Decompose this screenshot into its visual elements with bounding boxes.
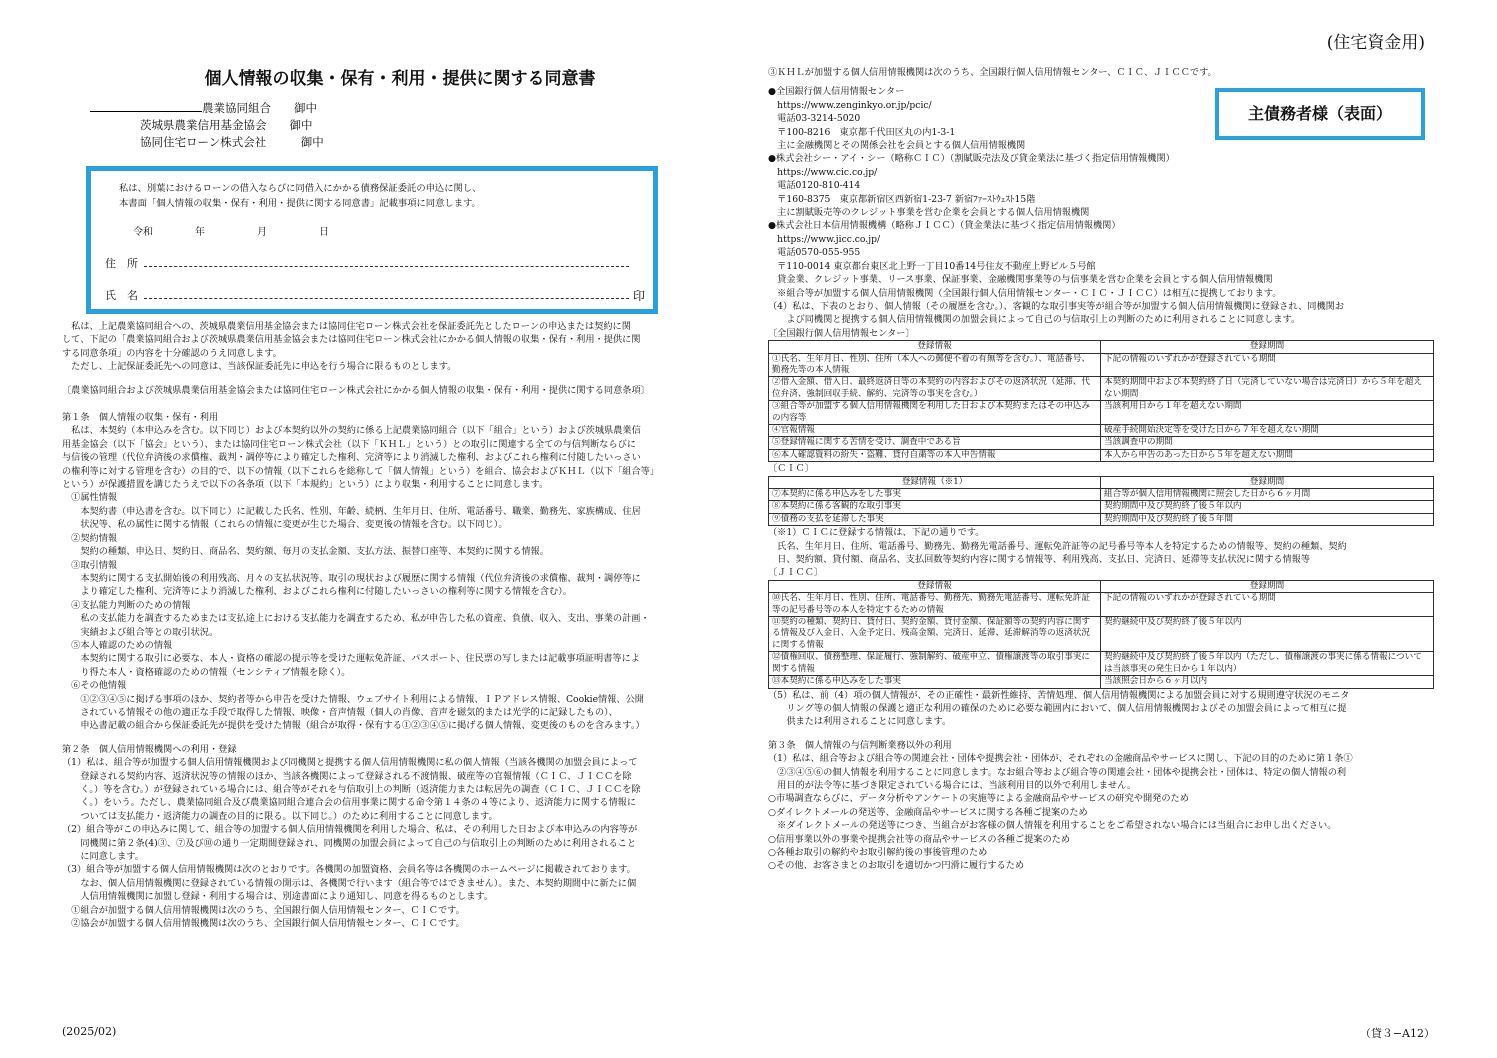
table-header: 登録情報（※1） (769, 476, 1101, 488)
right-column (768, 66, 1438, 873)
table-row: ⑧本契約に係る客観的な取引事実 契約期間中及び契約終了後５年以内 (769, 501, 1434, 513)
table-row: ⑨債務の支払を延滞した事実 契約期間中及び契約終了後５年間 (769, 513, 1434, 525)
address-line (144, 266, 629, 267)
addressee-block (90, 100, 324, 151)
table-header: 登録期間 (1101, 476, 1434, 488)
table-row: ⑩氏名、生年月日、性別、住所、電話番号、勤務先、勤務先電話番号、運転免許証等の記号番号等の本人を特定するための情報 下記の情報のいずれかが登録されている期間 (769, 593, 1434, 617)
khl-bureau-line: ③ＫＨＬが加盟する個人信用情報機関は次のうち、全国銀行個人信用情報センター、ＣＩＣ、ＪＩＣＣです。 (768, 67, 1217, 78)
footer-date: (2025/02) (62, 1025, 117, 1038)
article-3: 第３条 個人情報の与信判断業務以外の利用 （1）私は、組合等および組合等の関連会社・団体や提携会社・団体が、それぞれの金融商品やサービスに関し、下記の目的のために第１条① ②③④⑤⑥の個人情報を利用することに同意します。なお組合等および組合等の関連会社・団体や提携会社・団体は、特定の個人情報の利 用目的が法令等に基づき限定されている場合には、当該利用目的以外で利用しません。 ○市場調査ならびに、データ分析やアンケートの実施等による金融商品やサービスの研究や開発のため ○ダイレクトメールの発送等、金融商品やサービスに関する各種ご提案のため ※ダイレクトメールの発送等につき、当組合がお客様の個人情報を利用することをご希望されない場合には当組合にお申し出ください。 ○信用事業以外の事業や提携会社等の商品やサービスの各種ご提案のため ○各種お取引の解約やお取引解約後の事後管理のため ○その他、お客さまとのお取引を適切かつ円滑に履行するため (768, 739, 1353, 872)
consent-box (86, 166, 658, 314)
addressee-row: 協同住宅ローン株式会社 御中 (140, 135, 324, 149)
table-row: ⑫債権回収、債務整理、保証履行、強制解約、破産申立、債権譲渡等の取引事実に関する情報 契約継続中及び契約終了後５年以内（ただし、債権譲渡の事実に係る情報については当該事実の発生日から１年以内） (769, 652, 1434, 676)
registration-table-jicc (768, 580, 1434, 689)
page-title: 個人情報の収集・保有・利用・提供に関する同意書 (204, 69, 596, 89)
bureau-list: ●全国銀行個人信用情報センター https://www.zenginkyo.or.jp/pcic/ 電話03-3214-5020 〒100-8216 東京都千代田区丸の内1-3-1 主に金融機関とその関係会社を会員とする個人信用情報機関 ●株式会社シー・アイ・シー（略称ＣＩＣ）（割賦販売法及び貸金業法に基づく指定信用情報機関） https://www.cic.co.jp/ 電話0120-810-414 〒160-8375 東京都新宿区西新宿1-23-7 新宿ﾌｧｰｽﾄｳｪｽﾄ15階 主に割賦販売等のクレジット事業を営む企業を会員とする個人信用情報機関 ●株式会社日本信用情報機構（略称ＪＩＣＣ）（貸金業法に基づく指定信用情報機関） https://www.jicc.co.jp/ 電話0570-055-955 〒110-0014 東京都台東区北上野一丁目10番14号住友不動産上野ビル５号館 貸金業、クレジット事業、リース事業、保証事業、金融機関事業等の与信事業を営む企業を会員とする個人信用情報機関 ※組合等が加盟する個人信用情報機関（全国銀行個人信用情報センター・ＣＩＣ・ＪＩＣＣ）は相互に提携しております。 （4）私は、下表のとおり、個人情報（その履歴を含む。）、客観的な取引事実等が組合等が加盟する個人信用情報機関に登録され、同機関お よび同機関と提携する個人信用情報機関の加盟会員によって自己の与信取引上の判断のために利用されることに同意します。 (768, 86, 1345, 326)
name-line (144, 298, 629, 299)
table-row: ⑪契約の種類、契約日、貸付日、契約金額、貸付金額、保証額等の契約内容に関する情報及び入金日、入金予定日、残高金額、完済日、延滞、延滞解消等の返済状況に関する情報 契約継続中及び契約終了後５年以内 (769, 617, 1434, 652)
table-header: 登録期間 (1101, 580, 1434, 592)
table-header: 登録情報 (769, 580, 1101, 592)
table-label: 〔ＣＩＣ〕 (768, 463, 814, 475)
table-row: ②借入金額、借入日、最終返済日等の本契約の内容およびその返済状況（延滞、代位弁済、強制回収手続、解約、完済等の事実を含む。） 本契約期間中および本契約終了日（完済していない場合は完済日）から５年を超えない期間 (769, 377, 1434, 401)
usage-label: (住宅資金用) (1326, 33, 1425, 53)
article-2: 第２条 個人信用情報機関への利用・登録 （1）私は、組合等が加盟する個人信用情報機関および同機関と提携する個人信用情報機関に私の個人情報（当該各機関の加盟会員によって 登録される契約内容、返済状況等の情報のほか、当該各機関によって登録される不渡情報、破産等の官報情報（ＣＩＣ、ＪＩＣＣを除 く。）等を含む。）が登録されている場合には、組合等がそれを与信取引上の判断（返済能力または転居先の調査（ＣＩＣ、ＪＩＣＣを除 く。）をいう。ただし、農業協同組合及び農業協同組合連合会の信用事業に関する命令第１４条の４等により、返済能力に関する情報に ついては支払能力・返済能力の調査の目的に限る。以下同じ。）のために利用することに同意します。 （2）組合等がこの申込みに関して、組合等の加盟する個人信用情報機関を利用した場合、私は、その利用した日および本申込みの内容等が 同機関に第２条(4)③、⑦及び⑩の通り一定期間登録され、同機関の加盟会員によって自己の与信取引上の判断のために利用されること に同意します。 （3）組合等が加盟する個人信用情報機関は次のとおりです。各機関の加盟資格、会員名等は各機関のホームページに掲載されております。 なお、個人信用情報機関に登録されている情報の開示は、各機関で行います（組合等ではできません）。また、本契約期間中に新たに個 人信用情報機関に加盟し登録・利用する場合は、別途書面により通知し、同意を得るものとします。 ①組合が加盟する個人信用情報機関は次のうち、全国銀行個人信用情報センター、ＣＩＣです。 ②協会が加盟する個人信用情報機関は次のうち、全国銀行個人信用情報センター、ＣＩＣです。 (62, 743, 641, 930)
table-row: ⑦本契約に係る申込みをした事実 組合等が個人信用情報機関に照会した日から６ヶ月間 (769, 489, 1434, 501)
intro: 私は、上記農業協同組合への、茨城県農業信用基金協会または協同住宅ローン株式会社を保証委託先としたローンの申込または契約に関 して、下記の「農業協同組合および茨城県農業信用基金協会または協同住宅ローン株式会社にかかる個人情報の収集・保有・利用・提供に関 する同意条項」の内容を十分確認のうえ同意します。 ただし、上記保証委託先への同意は、当該保証委託先に申込を行う場合に限るものとします。 (62, 321, 641, 373)
consent-text: 私は、別葉におけるローンの借入ならびに同借入にかかる債務保証委託の申込に関し、 本書面「個人情報の収集・保有・利用・提供に関する同意書」記載事項に同意します。 (119, 183, 482, 209)
table-label: 〔全国銀行個人信用情報センター〕 (768, 327, 915, 339)
cic-note: （※1）ＣＩＣに登録する情報は、下記の通りです。 氏名、生年月日、住所、電話番号、勤務先、勤務先電話番号、運転免許証等の記号番号等本人を特定するための情報等、契約の種類、契約 日、契約額、貸付額、商品名、支払回数等契約内容に関する情報等、利用残高、支払日、完済日、延滞等支払状況に関する情報等 (768, 527, 1347, 566)
name-field[interactable]: 氏 名 (105, 287, 629, 303)
blank-line (90, 100, 202, 112)
addressee-row: 茨城県農業信用基金協会 御中 (140, 118, 313, 132)
clause-2-5: （5）私は、前（4）項の個人情報が、その正確性・最新性維持、苦情処理、個人信用情報機関による加盟会員に対する規則遵守状況のモニタ リング等の個人情報の保護と適正な利用の確保のために必要な範囲内において、個人信用情報機関およびその加盟会員によって相互に提 供または利用されることに同意します。 (768, 689, 1350, 728)
table-label: 〔ＪＩＣＣ〕 (768, 567, 824, 579)
clause-heading: 〔農業協同組合および茨城県農業信用基金協会または協同住宅ローン株式会社にかかる個人情報の収集・保有・利用・提供に関する同意条項〕 (62, 384, 650, 396)
seal-mark: 印 (632, 289, 645, 303)
left-column (62, 320, 732, 930)
table-row: ①氏名、生年月日、性別、住所（本人への郵便不着の有無等を含む。）、電話番号、勤務先等の本人情報 下記の情報のいずれかが登録されている期間 (769, 353, 1434, 377)
table-row: ④官報情報 破産手続開始決定等を受けた日から７年を超えない期間 (769, 424, 1434, 436)
table-row: ⑤登録情報に関する苦情を受け、調査中である旨 当該調査中の期間 (769, 437, 1434, 449)
registration-table-cic (768, 476, 1434, 527)
table-row: ③組合等が加盟する個人信用情報機関を利用した日および本契約またはその申込みの内容等 当該利用日から１年を超えない期間 (769, 401, 1434, 425)
article-1: 第１条 個人情報の収集・保有・利用 私は、本契約（本申込みを含む。以下同じ）および本契約以外の契約に係る上記農業協同組合（以下「組合」という）および茨城県農業信 用基金協会（以下「協会」という）、または協同住宅ローン株式会社（以下「ＫＨＬ」という）との取引に関連する全ての与信判断ならびに 与信後の管理（代位弁済後の求償権、裁判・調停等により確定した権利、完済等により消滅した権利、およびこれら権利に付随したいっさい の権利等に対する管理を含む）の目的で、以下の情報（以下これらを総称して「個人情報」という）を組合、協会およびＫＨＬ（以下「組合等」 という）が保護措置を講じたうえで以下の各条項（以下「本規約」という）により収集・利用することに同意します。 ①属性情報 本契約書（申込書を含む。以下同じ）に記載した氏名、性別、年齢、続柄、生年月日、住所、電話番号、職業、勤務先、家族構成、住居 状況等、私の属性に関する情報（これらの情報に変更が生じた場合、変更後の情報を含む。以下同じ）。 ②契約情報 契約の種類、申込日、契約日、商品名、契約額、毎月の支払金額、支払方法、振替口座等、本契約に関する情報。 ③取引情報 本契約に関する支払開始後の利用残高、月々の支払状況等、取引の現状および履歴に関する情報（代位弁済後の求償権、裁判・調停等に より確定した権利、完済等により消滅した権利、およびこれら権利に付随したいっさいの権利等に関する情報を含む）。 ④支払能力判断のための情報 私の支払能力を調査するためまたは支払途上における支払能力を調査するため、私が申告した私の資産、負債、収入、支出、事業の計画・ 実績および組合等との取引状況。 ⑤本人確認のための情報 本契約に関する取引に必要な、本人・資格の確認の提示等を受けた運転免許証、パスポート、住民票の写しまたは記載事項証明書等によ り得た本人・資格確認のための情報（センシティブ情報を除く）。 ⑥その他情報 ①②③④⑤に掲げる事項のほか、契約者等から申告を受けた情報、ウェブサイト利用による情報、ＩＰアドレス情報、Cookie情報、公開 されている情報その他の適正な手段で取得した情報、映像・音声情報（個人の肖像、音声を磁気的または光学的に記録したもの）、 申込書記載の組合から保証委託先が提供を受けた情報（組合が取得・保有する①②③④⑤に掲げる個人情報、変更後のものを含みます。） (62, 412, 660, 732)
registration-table-zengin (768, 340, 1434, 462)
table-row: ⑬本契約に係る申込みをした事実 当該照会日から６ヶ月以内 (769, 676, 1434, 688)
address-field[interactable]: 住 所 (105, 255, 629, 271)
date-field[interactable]: 令和 年 月 日 (133, 227, 329, 238)
footer-form-code: （貸３−A12） (1359, 1027, 1435, 1040)
addressee-row: 農業協同組合 御中 (90, 100, 324, 117)
table-header: 登録期間 (1101, 341, 1434, 353)
table-header: 登録情報 (769, 341, 1101, 353)
table-row: ⑥本人確認資料の紛失・盗難、貸付自粛等の本人申告情報 本人から申告のあった日から５年を超えない期間 (769, 449, 1434, 461)
borrower-stamp: 主債務者様（表面） (1215, 88, 1425, 140)
